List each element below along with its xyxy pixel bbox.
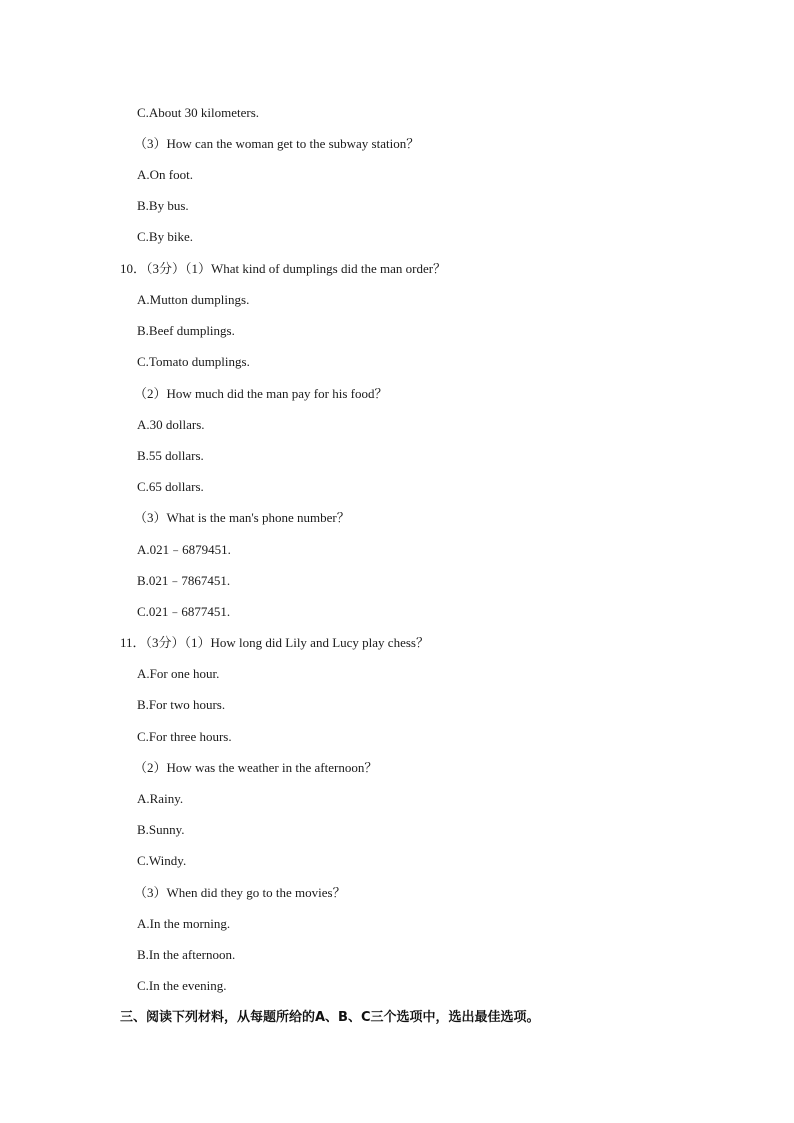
sub-question-2: （2）How much did the man pay for his food？ [134, 386, 388, 401]
question-11: 11．（3分）（1）How long did Lily and Lucy play chess？ [120, 635, 429, 650]
option-b: B.In the afternoon. [137, 947, 236, 962]
question-10: 10．（3分）（1）What kind of dumplings did the man order？ [120, 261, 447, 276]
option-c: C.Windy. [137, 853, 187, 868]
option-a: A.30 dollars. [137, 417, 205, 432]
option-b: B.For two hours. [137, 697, 226, 712]
option-c: C.By bike. [137, 229, 193, 244]
option-a: A.On foot. [137, 167, 193, 182]
option-c: C.021﹣6877451. [137, 604, 231, 619]
option-a: A.For one hour. [137, 666, 220, 681]
option-b: B.By bus. [137, 198, 189, 213]
option-a: A.Mutton dumplings. [137, 292, 250, 307]
option-c: C.65 dollars. [137, 479, 204, 494]
sub-question-3: （3）What is the man's phone number？ [134, 510, 350, 525]
option-c: C.Tomato dumplings. [137, 354, 250, 369]
option-a: A.In the morning. [137, 916, 231, 931]
option-a: A.Rainy. [137, 791, 184, 806]
option-c: C.In the evening. [137, 978, 227, 993]
option-b: B.Beef dumplings. [137, 323, 235, 338]
sub-question-3: （3）How can the woman get to the subway station？ [134, 136, 420, 151]
option-c: C.For three hours. [137, 729, 232, 744]
option-b: B.021﹣7867451. [137, 573, 231, 588]
section-heading: 三、阅读下列材料，从每题所给的A、B、C三个选项中，选出最佳选项。 [120, 1010, 540, 1025]
option-b: B.55 dollars. [137, 448, 204, 463]
option-a: A.021﹣6879451. [137, 542, 231, 557]
option-c: C.About 30 kilometers. [137, 105, 260, 120]
option-b: B.Sunny. [137, 822, 185, 837]
sub-question-2: （2）How was the weather in the afternoon？ [134, 760, 378, 775]
sub-question-3: （3）When did they go to the movies？ [134, 885, 346, 900]
